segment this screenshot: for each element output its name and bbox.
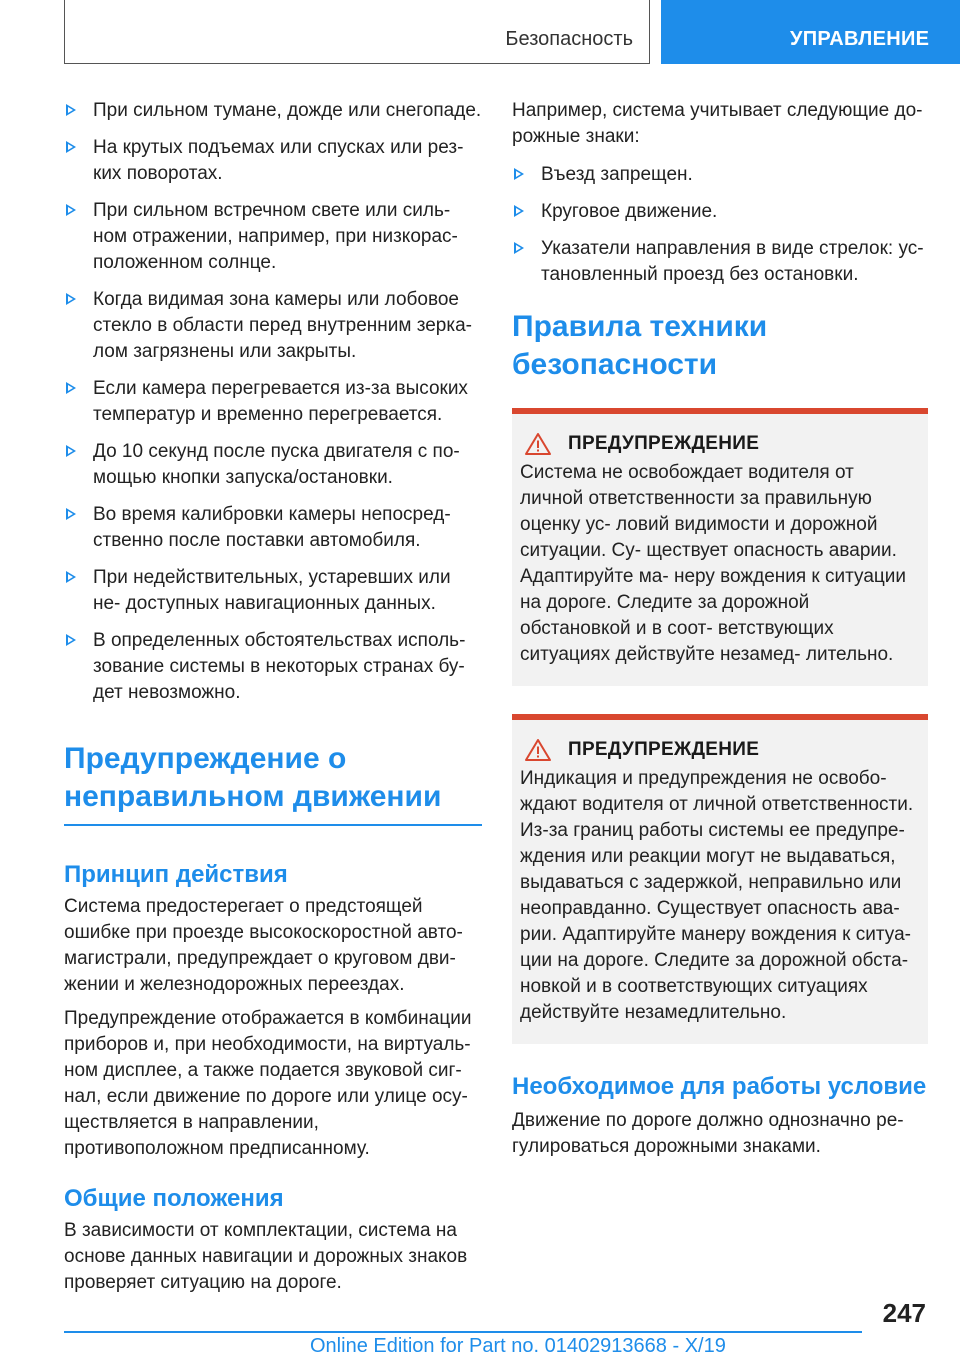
wrong-way-heading: Предупреждение о неправильном движении <box>64 742 442 813</box>
warning-triangle-icon <box>524 738 552 762</box>
conditions-list <box>64 98 482 706</box>
list-item: При сильном тумане, дожде или снегопаде. <box>64 98 482 124</box>
bullet-triangle-icon <box>66 204 76 216</box>
general-paragraph: В зависимости от комплектации, система на основе данных навигации и дорожных знаков проверяет ситуацию на дороге. <box>64 1219 468 1293</box>
footer-divider <box>64 1331 862 1333</box>
bullet-triangle-icon <box>66 382 76 394</box>
principle-title: Принцип действия <box>64 860 288 888</box>
warning-title: ПРЕДУПРЕЖДЕНИЕ <box>568 433 760 454</box>
list-item: На крутых подъемах или спусках или рез- ких поворотах. <box>64 135 482 187</box>
chapter-tab[interactable]: УПРАВЛЕНИЕ <box>661 0 960 64</box>
list-item: До 10 секунд после пуска двигателя с по- мощью кнопки запуска/остановки. <box>64 439 482 491</box>
signs-list <box>512 162 928 288</box>
section-title: Безопасность <box>505 28 633 50</box>
principle-paragraph-2: Предупреждение отображается в комбинации приборов и, при необходимости, на виртуаль- ном дисплее, а также подается звуковой сиг- нал, если движение по дороге или улице осу- ществляется в направлении, противоположном предписанному. <box>64 1007 472 1159</box>
list-item: Если камера перегревается из-за высоких температур и временно перегревается. <box>64 376 482 428</box>
safety-heading: Правила техники безопасности <box>512 310 768 381</box>
header-section-box <box>64 0 650 64</box>
bullet-triangle-icon <box>66 293 76 305</box>
condition-paragraph: Движение по дороге должно однозначно ре- гулироваться дорожными знаками. <box>512 1110 904 1157</box>
bullet-triangle-icon <box>66 104 76 116</box>
list-item: Когда видимая зона камеры или лобовое стекло в области перед внутренним зерка- лом загрязнены или закрыты. <box>64 287 482 365</box>
bullet-triangle-icon <box>66 634 76 646</box>
bullet-triangle-icon <box>66 571 76 583</box>
list-item: В определенных обстоятельствах исполь- зование системы в некоторых странах бу- дет невозможно. <box>64 628 482 706</box>
warning-text: Система не освобождает водителя от личной ответственности за правильную оценку ус- ловий видимости и дорожной ситуации. Су- ществует опасность аварии. Адаптируйте ма- неру вождения к ситуации на дороге. Следите за дорожной обстановкой и в соот- ветствующих ситуациях действуйте незамед- лительно. <box>520 462 907 665</box>
edition-note: Online Edition for Part no. 01402913668 - X/19 <box>310 1335 726 1357</box>
condition-title: Необходимое для работы условие <box>512 1073 927 1100</box>
right-column <box>512 98 928 1168</box>
general-title: Общие положения <box>64 1184 284 1212</box>
warning-triangle-icon <box>524 432 552 456</box>
warning-text: Индикация и предупреждения не освобо- ждают водителя от личной ответственности. Из-за границ работы системы ее предупре- ждения или реакции могут не выдаваться, выдаваться с задержкой, неправильно или неоправданно. Существует опасность ава- рии. Адаптируйте манеру вождения к ситуа- ции на дороге. Следите за дорожной обста- новкой и в соответствующих ситуациях действуйте незамедлительно. <box>520 768 914 1023</box>
signs-intro: Например, система учитывает следующие до- рожные знаки: <box>512 100 923 147</box>
bullet-triangle-icon <box>514 205 524 217</box>
heading-divider <box>64 824 482 826</box>
list-item: Круговое движение. <box>512 199 928 225</box>
list-item: Въезд запрещен. <box>512 162 928 188</box>
bullet-triangle-icon <box>66 141 76 153</box>
bullet-triangle-icon <box>66 445 76 457</box>
principle-paragraph-1: Система предостерегает о предстоящей ошибке при проезде высокоскоростной авто- магистрали, предупреждает о круговом дви- жении и железнодорожных переездах. <box>64 895 463 995</box>
warning-title: ПРЕДУПРЕЖДЕНИЕ <box>568 739 760 760</box>
warning-box <box>512 714 928 1044</box>
bullet-triangle-icon <box>66 508 76 520</box>
list-item: Указатели направления в виде стрелок: ус- тановленный проезд без остановки. <box>512 236 928 288</box>
page-number: 247 <box>882 1298 926 1328</box>
list-item: При сильном встречном свете или силь- ном отражении, например, при низкорас- положенном солнце. <box>64 198 482 276</box>
bullet-triangle-icon <box>514 242 524 254</box>
warning-box <box>512 408 928 686</box>
list-item: При недействительных, устаревших или не- доступных навигационных данных. <box>64 565 482 617</box>
left-column <box>64 98 482 1304</box>
list-item: Во время калибровки камеры непосред- ственно после поставки автомобиля. <box>64 502 482 554</box>
bullet-triangle-icon <box>514 168 524 180</box>
